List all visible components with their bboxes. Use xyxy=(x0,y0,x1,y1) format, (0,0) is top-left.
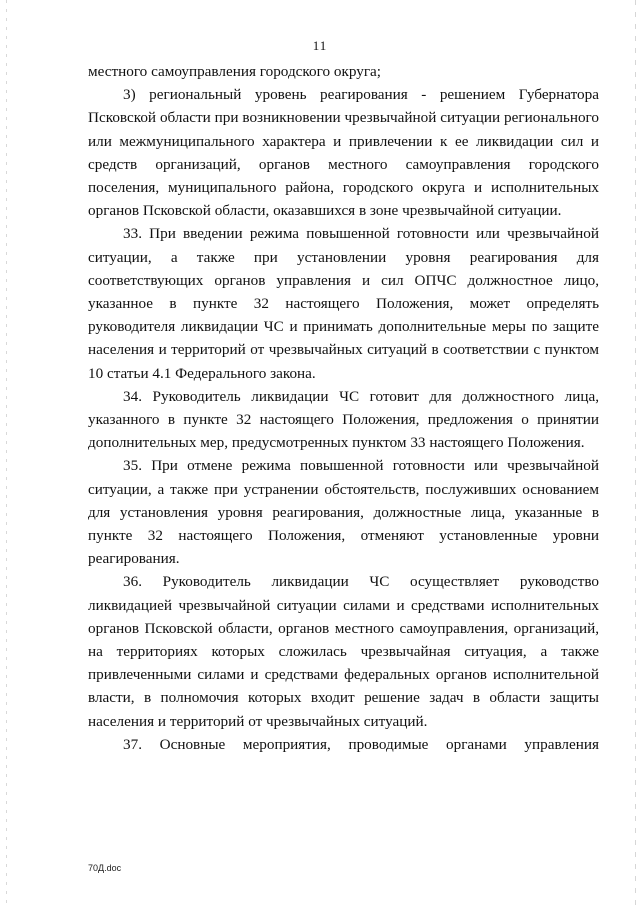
footer-file-name: 70Д.doc xyxy=(88,863,122,873)
paragraph-35: 35. При отмене режима повышенной готовности или чрезвычайной ситуации, а также при устранении обстоятельств, послуживших основанием для установления уровня реагирования, должностные лица, указанные в пункте 32 настоящего Положения, отменяют установленные уровни реагирования. xyxy=(88,457,599,568)
paragraph-continuation: местного самоуправления городского округа; xyxy=(88,63,382,80)
paragraph-item-3: 3) региональный уровень реагирования - решением Губернатора Псковской области при возникновении чрезвычайной ситуации регионального или межмуниципального характера и привлечении к ее ликвидации сил и средств организаций, органов местного самоуправления городского поселения, муниципального района, городского округа и исполнительных органов Псковской области, оказавшихся в зоне чрезвычайной ситуации. xyxy=(88,86,599,220)
paragraph-37: 37. Основные мероприятия, проводимые органами управления xyxy=(123,735,599,753)
page-number: 11 xyxy=(312,38,328,53)
scan-edge-left xyxy=(6,0,7,905)
paragraph-34: 34. Руководитель ликвидации ЧС готовит для должностного лица, указанного в пункте 32 настоящего Положения, предложения о принятии дополнительных мер, предусмотренных пунктом 33 настоящего Положения. xyxy=(88,387,599,452)
document-body xyxy=(88,60,599,756)
paragraph-33: 33. При введении режима повышенной готовности или чрезвычайной ситуации, а также при установлении уровня реагирования для соответствующих органов управления и сил ОПЧС должностное лицо, указанное в пункте 32 настоящего Положения, может определять руководителя ликвидации ЧС и принимать дополнительные меры по защите населения и территорий от чрезвычайных ситуаций в соответствии с пунктом 10 статьи 4.1 Федерального закона. xyxy=(88,225,599,382)
paragraph-36: 36. Руководитель ликвидации ЧС осуществляет руководство ликвидацией чрезвычайной ситуации силами и средствами исполнительных органов Псковской области, органов местного самоуправления, организаций, на территориях которых сложилась чрезвычайная ситуация, а также привлеченными силами и средствами федеральных органов исполнительной власти, в полномочия которых входит решение задач в области защиты населения и территорий от чрезвычайных ситуаций. xyxy=(88,573,599,730)
scan-edge-right xyxy=(635,0,636,905)
